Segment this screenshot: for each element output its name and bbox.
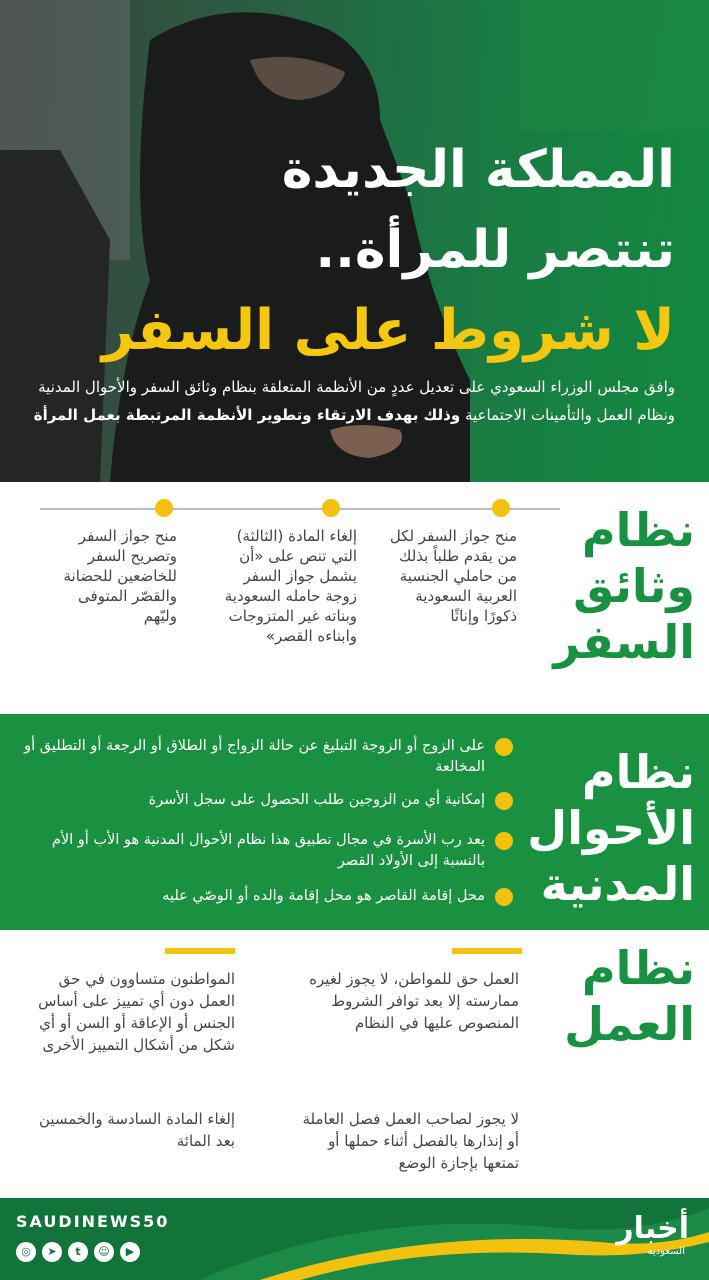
brand-number: 50 bbox=[143, 1212, 170, 1231]
civil-status-item-2 bbox=[13, 790, 513, 811]
timeline-dot-1 bbox=[492, 499, 510, 517]
footer-swoosh bbox=[0, 1198, 709, 1280]
hero-title-line1: المملكة الجديدة bbox=[281, 140, 675, 200]
civil-status-item-1-text: على الزوج أو الزوجة التبليغ عن حالة الزواج أو الطلاق أو الرجعة أو التطليق أو المخالعة bbox=[24, 738, 485, 775]
civil-status-heading: نظام الأحوال المدنية bbox=[527, 745, 695, 911]
labor-item-4: إلغاء المادة السادسة والخمسين بعد المائة bbox=[38, 1110, 235, 1150]
akhbar-logo-sub: السعودية bbox=[647, 1246, 685, 1257]
travel-docs-item-1: منح جواز السفر لكل من يقدم طلباً بذلك من حاملي الجنسية العربية السعودية ذكورًا وإناثًا bbox=[389, 527, 517, 625]
labor-section bbox=[0, 930, 709, 1198]
civil-status-item-4 bbox=[13, 886, 513, 907]
brand-text: SAUDINEWS bbox=[16, 1212, 144, 1231]
twitter-icon[interactable]: t bbox=[68, 1242, 88, 1262]
bullet-dot bbox=[495, 738, 513, 756]
civil-status-item-3-text: يعد رب الأسرة في مجال تطبيق هذا نظام الأحوال المدنية هو الأب أو الأم بالنسبة إلى الأولاد القصر bbox=[51, 832, 485, 869]
hero-title-line3: لا شروط على السفر bbox=[101, 298, 675, 363]
labor-item-3: لا يجوز لصاحب العمل فصل العاملة أو إنذارها بالفصل أثناء حملها أو تمتعها بإجازة الوضع bbox=[302, 1110, 519, 1172]
labor-item-1: العمل حق للمواطن، لا يجوز لغيره ممارسته إلا بعد توافر الشروط المنصوص عليها في النظام bbox=[309, 970, 519, 1032]
travel-docs-section bbox=[0, 482, 709, 714]
youtube-icon[interactable]: ▶ bbox=[120, 1242, 140, 1262]
telegram-icon[interactable]: ➤ bbox=[42, 1242, 62, 1262]
brand-saudinews bbox=[16, 1212, 169, 1231]
hero-banner bbox=[0, 0, 709, 482]
civil-status-section bbox=[0, 714, 709, 930]
labor-item-2: المواطنون متساوون في حق العمل دون أي تمييز على أساس الجنس أو الإعاقة أو السن أو أي شكل من أشكال التمييز الأخرى bbox=[38, 970, 235, 1054]
civil-status-item-3 bbox=[13, 830, 513, 872]
timeline-dot-3 bbox=[155, 499, 173, 517]
hero-description bbox=[25, 373, 675, 429]
instagram-icon[interactable]: ◎ bbox=[16, 1242, 36, 1262]
travel-docs-heading: نظام وثائق السفر bbox=[553, 503, 695, 669]
snapchat-icon[interactable]: ☺ bbox=[94, 1242, 114, 1262]
bullet-dot bbox=[495, 792, 513, 810]
travel-docs-item-2: إلغاء المادة (الثالثة) التي تنص على «أن يشمل جواز السفر زوجة حامله السعودية وبناته غير المتزوجات وابناءه القصر» bbox=[224, 527, 357, 645]
footer bbox=[0, 1198, 709, 1280]
civil-status-item-1 bbox=[13, 736, 513, 778]
hero-description-bold: وذلك بهدف الارتقاء وتطوير الأنظمة المرتبطة بعمل المرأة bbox=[33, 406, 461, 424]
labor-divider-1 bbox=[452, 948, 522, 954]
civil-status-item-2-text: إمكانية أي من الزوجين طلب الحصول على سجل الأسرة bbox=[148, 792, 485, 808]
timeline-dot-2 bbox=[322, 499, 340, 517]
labor-heading: نظام العمل bbox=[564, 941, 695, 1051]
akhbar-logo: أخبار bbox=[616, 1211, 689, 1246]
civil-status-item-4-text: محل إقامة القاصر هو محل إقامة والده أو الوصّي عليه bbox=[162, 888, 485, 904]
bullet-dot bbox=[495, 888, 513, 906]
hero-description-text: وافق مجلس الوزراء السعودي على تعديل عددٍ من الأنظمة المتعلقة بنظام وثائق السفر والأحوال المدنية ونظام العمل والتأمينات الاجتماعية bbox=[38, 378, 675, 424]
social-icons bbox=[16, 1242, 140, 1262]
hero-title-line2: تنتصر للمرأة.. bbox=[315, 220, 675, 280]
bullet-dot bbox=[495, 832, 513, 850]
timeline-line bbox=[40, 508, 560, 510]
travel-docs-item-3: منح جواز السفر وتصريح السفر للخاضعين للحضانة والقصّر المتوفى وليّهم bbox=[63, 527, 177, 625]
labor-divider-2 bbox=[165, 948, 235, 954]
